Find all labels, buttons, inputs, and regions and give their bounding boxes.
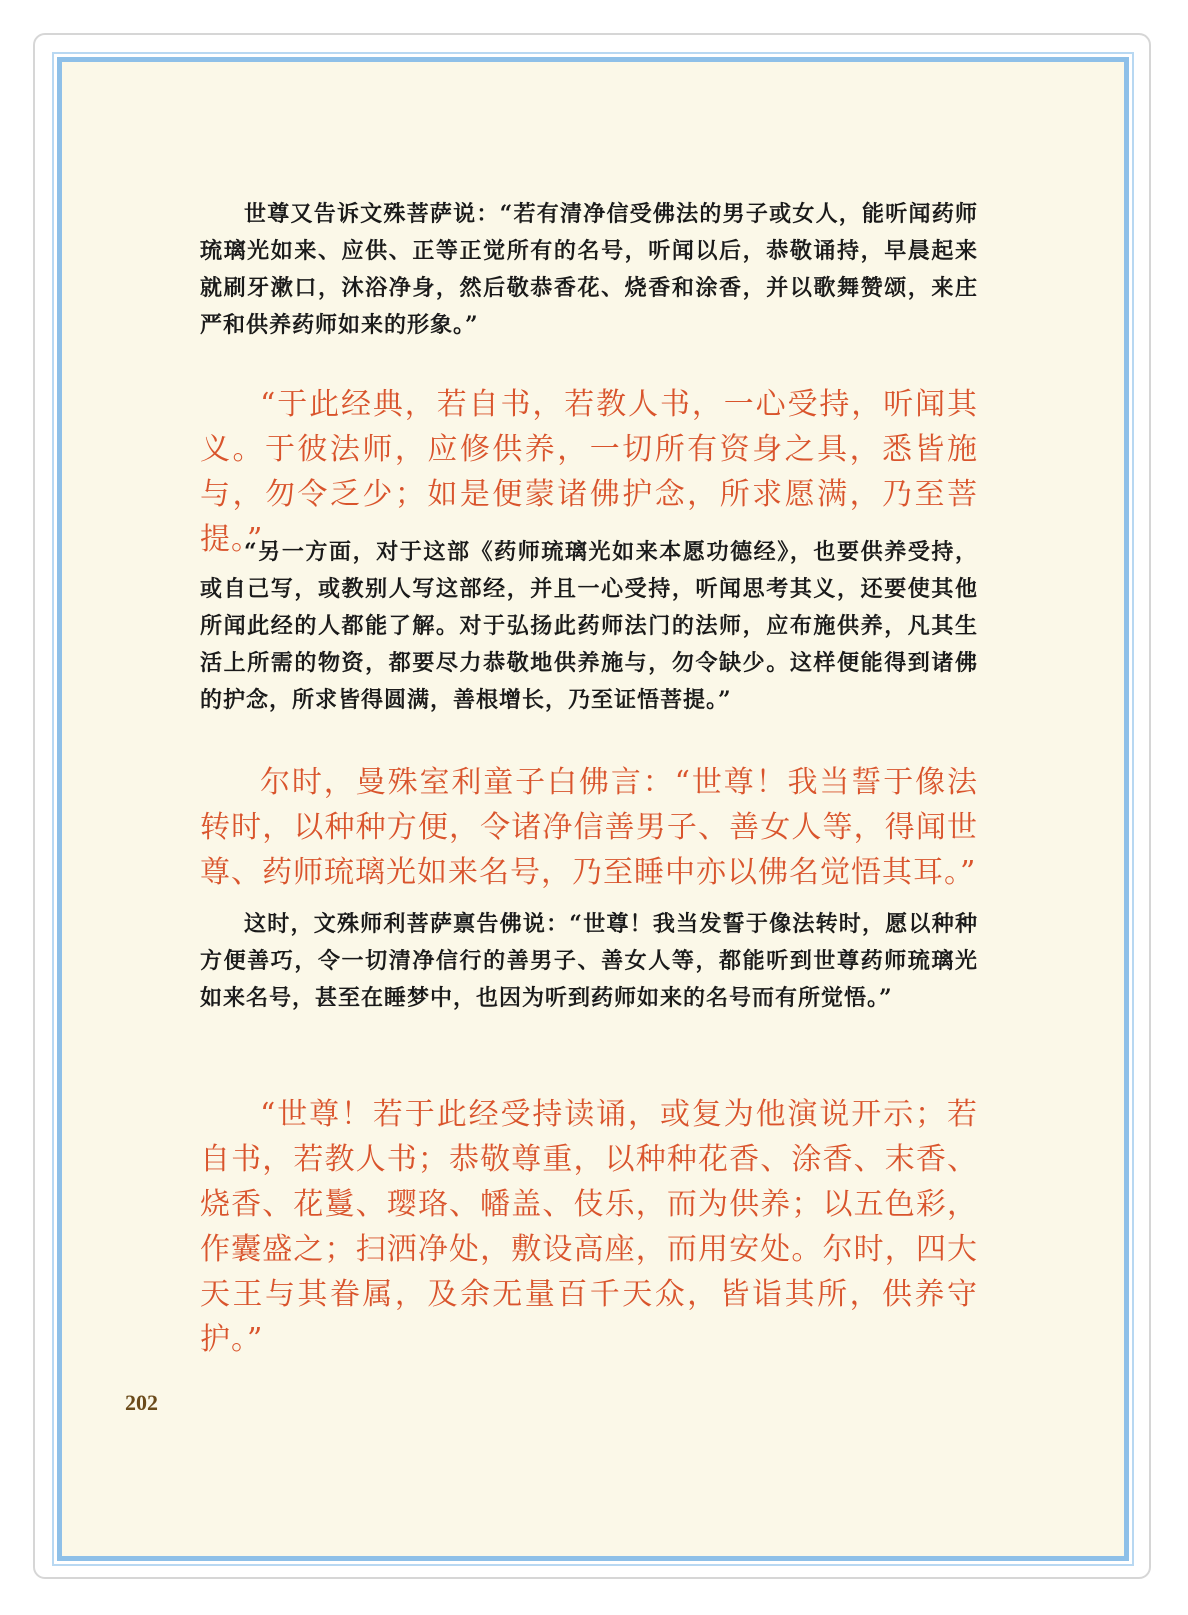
sutra-paragraph-1: “于此经典，若自书，若教人书，一心受持，听闻其义。于彼法师，应修供养，一切所有资身之具，悉皆施与，勿令乏少；如是便蒙诸佛护念，所求愿满，乃至菩提。” xyxy=(200,387,978,557)
sutra-paragraph-3: “世尊！若于此经受持读诵，或复为他演说开示；若自书，若教人书；恭敬尊重，以种种花香、涂香、末香、烧香、花鬘、璎珞、幡盖、伎乐，而为供养；以五色彩，作囊盛之；扫洒净处，敷设高座，而用安处。尔时，四大天王与其眷属，及余无量百千天众，皆诣其所，供养守护。” xyxy=(200,1097,978,1357)
commentary-paragraph-2: “另一方面，对于这部《药师琉璃光如来本愿功德经》，也要供养受持，或自己写，或教别人写这部经，并且一心受持，听闻思考其义，还要使其他所闻此经的人都能了解。对于弘扬此药师法门的法师，应布施供养，凡其生活上所需的物资，都要尽力恭敬地供养施与，勿令缺少。这样便能得到诸佛的护念，所求皆得圆满，善根增长，乃至证悟菩提。” xyxy=(200,539,978,713)
sutra-paragraph-2: 尔时，曼殊室利童子白佛言：“世尊！我当誓于像法转时，以种种方便，令诸净信善男子、善女人等，得闻世尊、药师琉璃光如来名号，乃至睡中亦以佛名觉悟其耳。” xyxy=(200,765,978,890)
commentary-paragraph-3: 这时，文殊师利菩萨禀告佛说：“世尊！我当发誓于像法转时，愿以种种方便善巧，令一切清净信行的善男子、善女人等，都能听到世尊药师琉璃光如来名号，甚至在睡梦中，也因为听到药师如来的名号而有所觉悟。” xyxy=(200,911,978,1011)
commentary-paragraph-1: 世尊又告诉文殊菩萨说：“若有清净信受佛法的男子或女人，能听闻药师琉璃光如来、应供、正等正觉所有的名号，听闻以后，恭敬诵持，早晨起来就刷牙漱口，沐浴净身，然后敬恭香花、烧香和涂香，并以歌舞赞颂，来庄严和供养药师如来的形象。” xyxy=(200,201,978,338)
page-number: 202 xyxy=(125,1390,158,1415)
